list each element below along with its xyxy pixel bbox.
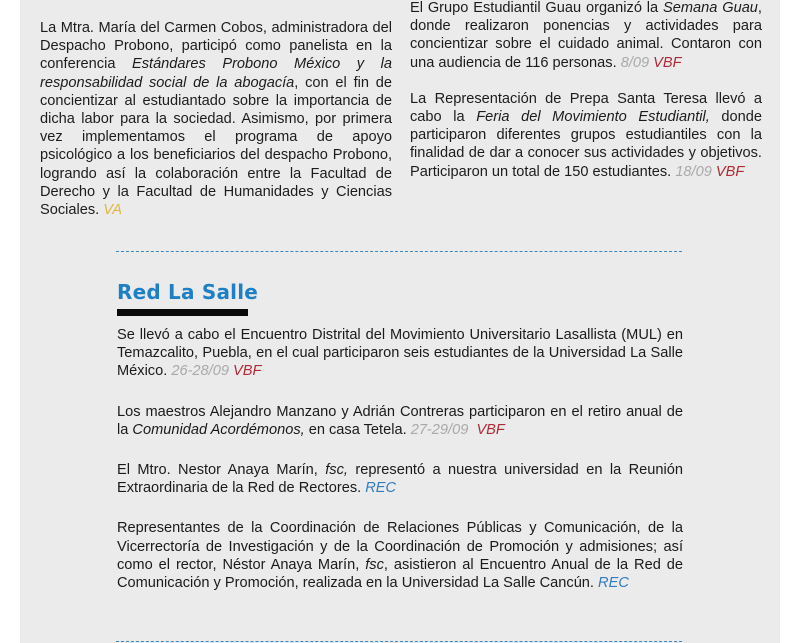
date-label: 27-29/09: [410, 421, 469, 438]
author-tag: VBF: [715, 163, 745, 180]
text: Representantes de la Coordinación de Relaciones Públicas y Comunicación, de la Vicerrectoría de Investigación y de la Coordinación de Promoción y admisiones; así como el rector, Néstor Anaya Marín,: [117, 520, 683, 573]
text: , donde realizaron ponencias y actividades para concientizar sobre el cuidado animal. Contaron con una audiencia de 116 personas.: [410, 0, 762, 71]
event-title: Feria del Movimiento Estudiantil,: [476, 109, 710, 126]
text: en casa Tetela.: [304, 421, 407, 438]
date-label: 18/09: [675, 163, 712, 180]
article-semana-guau: [410, 0, 762, 72]
order-abbrev: fsc: [365, 556, 384, 573]
author-tag: VBF: [233, 363, 262, 380]
article-probono: [40, 19, 392, 219]
text: representó a nuestra universidad en la Reunión Extraordinaria de la Red de Rectores.: [117, 462, 683, 497]
author-tag: VBF: [653, 54, 682, 71]
text: donde participaron diferentes grupos estudiantiles con la finalidad de dar a conocer sus actividades y objetivos. Participaron un total de 150 estudiantes.: [410, 109, 762, 180]
right-column: [410, 0, 762, 199]
text: La Representación de Prepa Santa Teresa llevó a cabo la: [410, 90, 762, 126]
text: El Mtro. Nestor Anaya Marín,: [117, 462, 326, 479]
dashed-divider: [116, 641, 682, 642]
text: El Grupo Estudiantil Guau organizó la: [410, 0, 664, 16]
date-label: 26-28/09: [171, 363, 229, 380]
community-name: Comunidad Acordémonos,: [132, 421, 305, 438]
text: , con el fin de concientizar al estudiantado sobre la importancia de dicha labor para la sociedad. Asimismo, por primera vez implementamos el programa de apoyo psicológico a los beneficiarios del despacho Probono, logrando así la colaboración entre la Facultad de Derecho y la Facultad de Humanidades y Ciencias Sociales.: [40, 74, 392, 219]
list-item: [117, 461, 683, 497]
date-label: 8/09: [620, 54, 650, 71]
conference-title: Estándares Probono México y la responsabilidad social de la abogacía: [40, 56, 392, 91]
text: La Mtra. María del Carmen Cobos, administradora del Despacho Probono, participó como panelista en la conferencia: [40, 20, 392, 73]
order-abbrev: fsc,: [325, 462, 348, 479]
author-tag: VA: [103, 202, 122, 219]
section-title: Red La Salle: [117, 280, 259, 304]
author-tag: REC: [598, 575, 629, 592]
list-item: [117, 519, 683, 592]
text: , asistieron al Encuentro Anual de la Red de Comunicación y Promoción, realizada en la Universidad La Salle Cancún.: [117, 556, 683, 592]
section-body: [117, 326, 683, 614]
left-column: [40, 19, 392, 237]
title-underline-bar: [117, 309, 248, 316]
article-feria: [410, 90, 762, 181]
list-item: [117, 326, 683, 381]
author-tag: VBF: [476, 421, 505, 438]
text: Se llevó a cabo el Encuentro Distrital del Movimiento Universitario Lasallista (MUL) en Temazcalito, Puebla, en el cual participaron seis estudiantes de la Universidad La Salle México.: [117, 327, 683, 380]
author-tag: REC: [365, 480, 397, 497]
list-item: [117, 403, 683, 439]
dashed-divider: [116, 251, 682, 252]
event-title: Semana Guau: [663, 0, 758, 16]
text: Los maestros Alejandro Manzano y Adrián Contreras participaron en el retiro anual de la: [117, 403, 683, 438]
